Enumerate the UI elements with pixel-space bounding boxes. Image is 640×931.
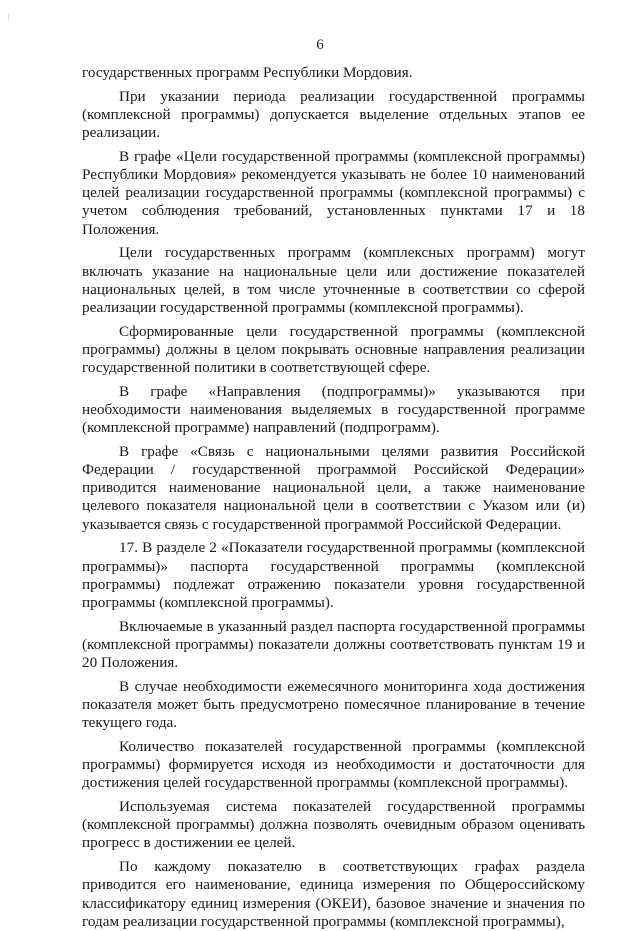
- paragraph-stage-periods: При указании периода реализации государственной программы (комплексной программы) допускается выделение отдельных этапов ее реализации.: [82, 87, 585, 142]
- paragraph-directions-field: В графе «Направления (подпрограммы)» указываются при необходимости наименования выделяемых в государственной программе (комплексной программе) направлений (подпрограмм).: [82, 382, 585, 437]
- body-text: [82, 64, 585, 931]
- paragraph-indicator-count: Количество показателей государственной программы (комплексной программы) формируется исходя из необходимости и достаточности для достижения целей государственной программы (комплексной программы).: [82, 737, 585, 792]
- paragraph-section-2-indicators: 17. В разделе 2 «Показатели государственной программы (комплексной программы)» паспорта государственной программы (комплексной программы) подлежат отражению показатели уровня государственной программы (комплексной программы).: [82, 539, 585, 611]
- paragraph-goals-coverage: Сформированные цели государственной программы (комплексной программы) должны в целом покрывать основные направления реализации государственной политики в соответствующей сфере.: [82, 322, 585, 377]
- paragraph-goals-national: Цели государственных программ (комплексных программ) могут включать указание на национальные цели или достижение показателей национальных целей, в том числе уточненные в соответствии со сферой реализации государственной программы (комплексной программы).: [82, 244, 585, 316]
- paragraph-indicator-system: Используемая система показателей государственной программы (комплексной программы) должна позволять очевидным образом оценивать прогресс в достижении ее целей.: [82, 798, 585, 852]
- paragraph-national-link-field: В графе «Связь с национальными целями развития Российской Федерации / государственной программой Российской Федерации» приводится наименование национальной цели, а также наименование целевого показателя национальной цели в соответствии с Указом или (и) указывается связь с государственной программой Российской Федерации.: [82, 442, 585, 533]
- page-number: 6: [316, 37, 324, 53]
- paragraph-monthly-monitoring: В случае необходимости ежемесячного мониторинга хода достижения показателя может быть предусмотрено помесячное планирование в течение текущего года.: [82, 677, 585, 732]
- paragraph-indicators-compliance: Включаемые в указанный раздел паспорта государственной программы (комплексной программы) показатели должны соответствовать пунктам 19 и 20 Положения.: [82, 617, 585, 672]
- paragraph-indicator-details: По каждому показателю в соответствующих графах раздела приводится его наименование, единица измерения по Общероссийскому классификатору единиц измерения (ОКЕИ), базовое значение и значения по годам реализации государственной программы (комплексной программы),: [82, 858, 585, 930]
- paragraph-program-goals-field: В графе «Цели государственной программы (комплексной программы) Республики Мордовия» рекомендуется указывать не более 10 наименований целей реализации государственной программы (комплексной программы) с учетом соблюдения требований, установленных пунктами 17 и 18 Положения.: [82, 147, 585, 238]
- paragraph-continuation: государственных программ Республики Мордовия.: [82, 64, 413, 81]
- scan-artifact: [8, 14, 9, 20]
